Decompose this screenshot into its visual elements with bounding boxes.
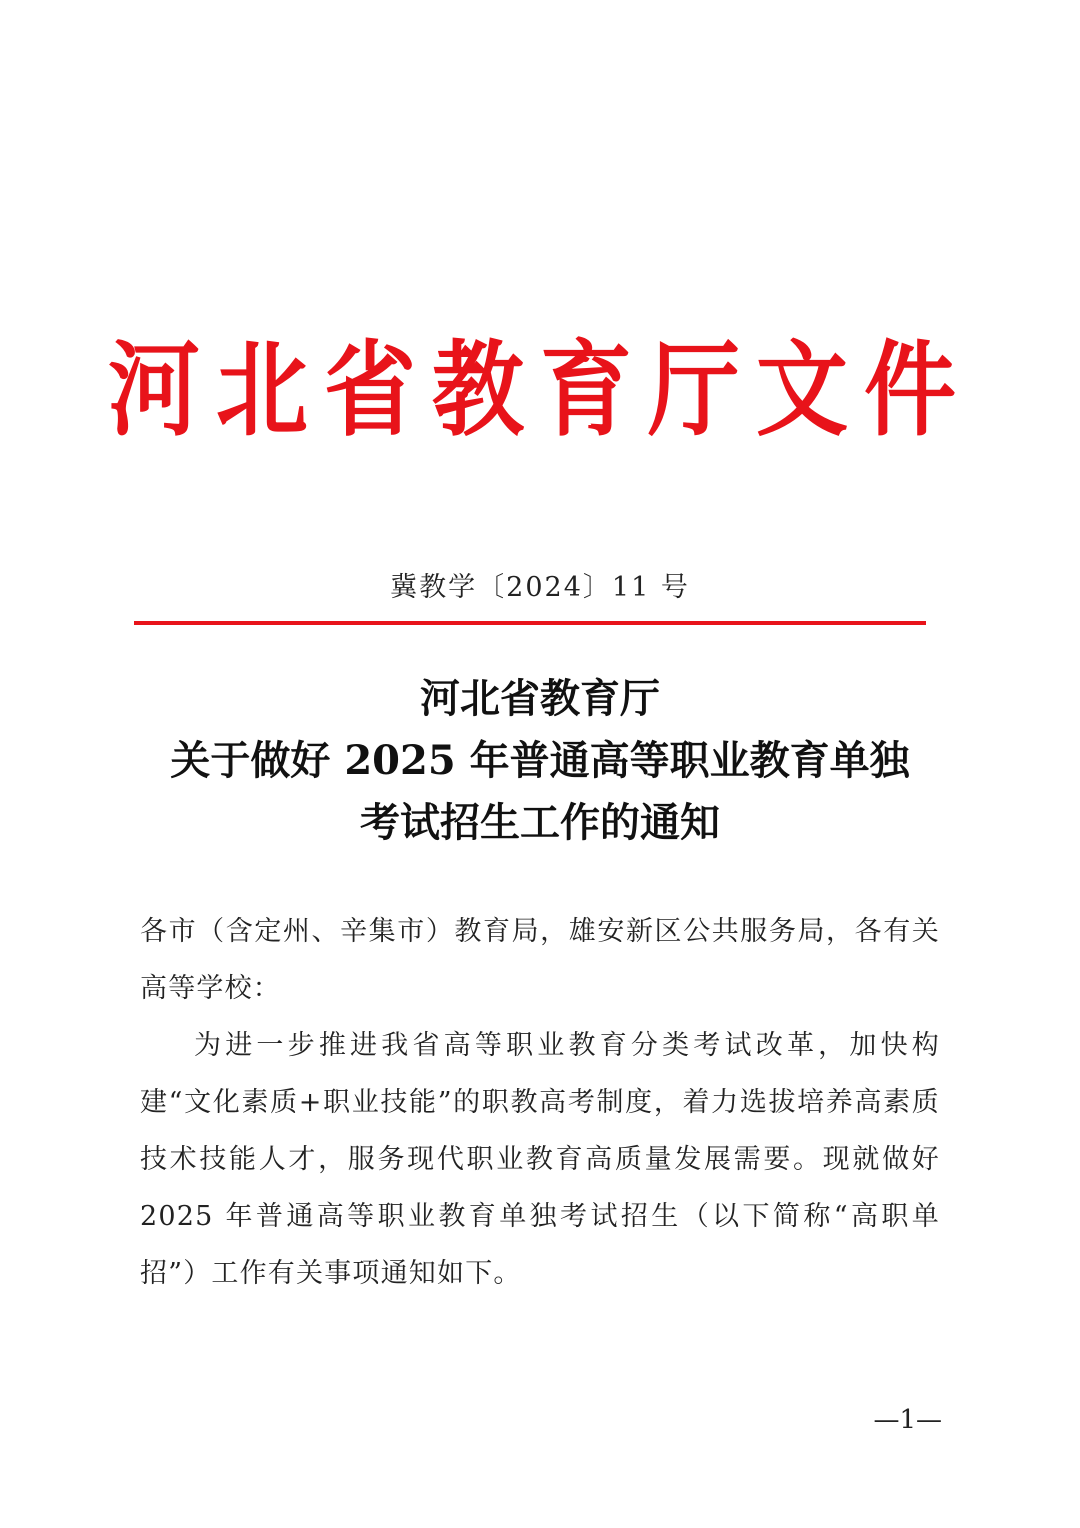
document-number: 冀教学〔2024〕11 号 [390,572,690,603]
salutation: 各市（含定州、辛集市）教育局，雄安新区公共服务局，各有关高等学校： [140,916,940,1004]
title-line-1: 河北省教育厅 [420,675,660,722]
body-paragraph: 为进一步推进我省高等职业教育分类考试改革，加快构建“文化素质+职业技能”的职教高考制度，着力选拔培养高素质技术技能人才，服务现代职业教育高质量发展需要。现就做好 2025 年普通高等职业教育单独考试招生（以下简称“高职单招”）工作有关事项通知如下。 [140,1030,940,1289]
title-line-3: 考试招生工作的通知 [360,799,720,846]
document-title [0,668,1080,854]
document-body [140,903,940,1302]
document-masthead: 河北省教育厅文件 [107,330,972,451]
title-line-2: 关于做好 2025 年普通高等职业教育单独 [170,737,910,784]
page-number: —1— [873,1405,942,1435]
red-divider-line [134,621,926,625]
